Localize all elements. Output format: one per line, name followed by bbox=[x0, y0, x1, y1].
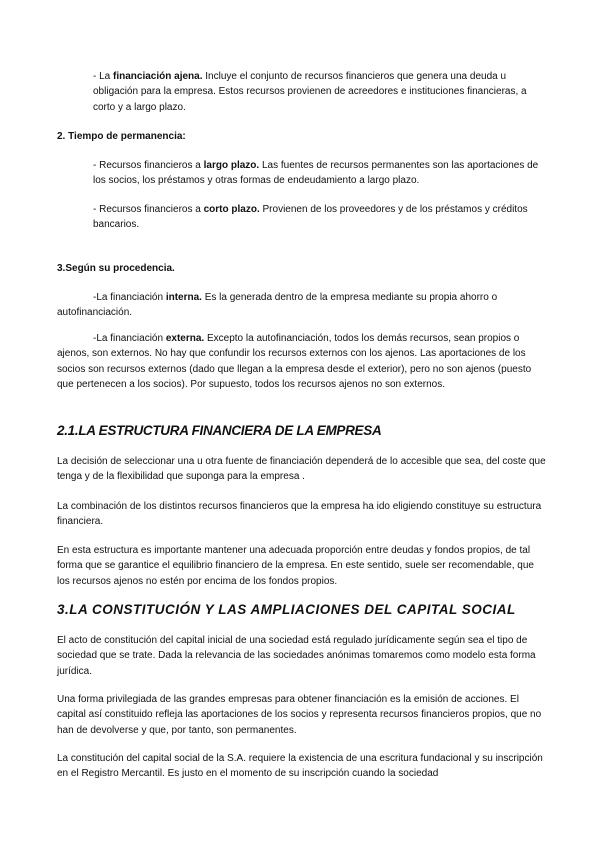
heading-tiempo-permanencia: 2. Tiempo de permanencia: bbox=[57, 131, 186, 142]
item-financiacion-externa bbox=[57, 331, 547, 393]
paragraph: La constitución del capital social de la S.A. requiere la existencia de una escritura fundacional y su inscripción en el Registro Mercantil. Es justo en el momento de su inscripción cuando la sociedad bbox=[57, 753, 543, 780]
paragraph: La decisión de seleccionar una u otra fuente de financiación dependerá de lo accesible que sea, del coste que tenga y de la flexibilidad que suponga para la empresa . bbox=[57, 456, 546, 483]
item-prefix: - Recursos financieros a bbox=[93, 160, 204, 171]
item-text: Es la generada dentro de la empresa mediante su propia ahorro o autofinanciación. bbox=[57, 292, 498, 319]
heading-procedencia: 3.Según su procedencia. bbox=[57, 263, 175, 274]
item-largo-plazo bbox=[93, 158, 548, 189]
item-prefix: - Recursos financieros a bbox=[93, 204, 204, 215]
item-text: Provienen de los proveedores y de los préstamos y créditos bancarios. bbox=[93, 204, 528, 231]
paragraph: La combinación de los distintos recursos financieros que la empresa ha ido eligiendo constituye su estructura financiera. bbox=[57, 501, 542, 528]
paragraph: Una forma privilegiada de las grandes empresas para obtener financiación es la emisión de acciones. El capital así constituido refleja las aportaciones de los socios y representa recursos financieros propios, que no han de devolverse y que, por tanto, son permanentes. bbox=[57, 694, 542, 736]
section-title-estructura-financiera: 2.1.LA ESTRUCTURA FINANCIERA DE LA EMPRESA bbox=[57, 423, 382, 438]
item-prefix: - La bbox=[93, 71, 114, 82]
item-corto-plazo bbox=[93, 202, 548, 233]
item-financiacion-ajena bbox=[93, 69, 548, 115]
item-term: interna. bbox=[165, 292, 202, 303]
section-title-capital-social: 3.LA CONSTITUCIÓN Y LAS AMPLIACIONES DEL CAPITAL SOCIAL bbox=[57, 602, 516, 617]
item-text: Incluye el conjunto de recursos financieros que genera una deuda u obligación para la empresa. Estos recursos provienen de acreedores e instituciones financieras, a corto y a largo plazo. bbox=[93, 71, 527, 113]
paragraph: En esta estructura es importante mantener una adecuada proporción entre deudas y fondos propios, de tal forma que se garantice el equilibrio financiero de la empresa. En este sentido, suele ser recomendable, que los recursos ajenos no estén por encima de los fondos propios. bbox=[57, 545, 534, 587]
item-financiacion-interna bbox=[57, 290, 547, 321]
item-term: externa. bbox=[165, 333, 205, 344]
item-term: financiación ajena. bbox=[113, 71, 203, 82]
item-text: Las fuentes de recursos permanentes son las aportaciones de los socios, los préstamos y otras formas de endeudamiento a largo plazo. bbox=[93, 160, 539, 187]
item-prefix: -La financiación bbox=[93, 292, 166, 303]
item-text: Excepto la autofinanciación, todos los demás recursos, sean propios o ajenos, son externos. No hay que confundir los recursos externos con los ajenos. Las aportaciones de los socios son recursos externos (dado que llegan a la empresa desde el exterior), pero no son ajenos (puesto que pertenecen a los socios). Por supuesto, todos los recursos ajenos no son externos. bbox=[57, 333, 532, 391]
item-term: corto plazo. bbox=[203, 204, 260, 215]
paragraph: El acto de constitución del capital inicial de una sociedad está regulado jurídicamente según sea el tipo de sociedad que se trate. Dada la relevancia de las sociedades anónimas tomaremos como modelo esta forma jurídica. bbox=[57, 635, 536, 677]
item-prefix: -La financiación bbox=[93, 333, 166, 344]
item-term: largo plazo. bbox=[203, 160, 260, 171]
